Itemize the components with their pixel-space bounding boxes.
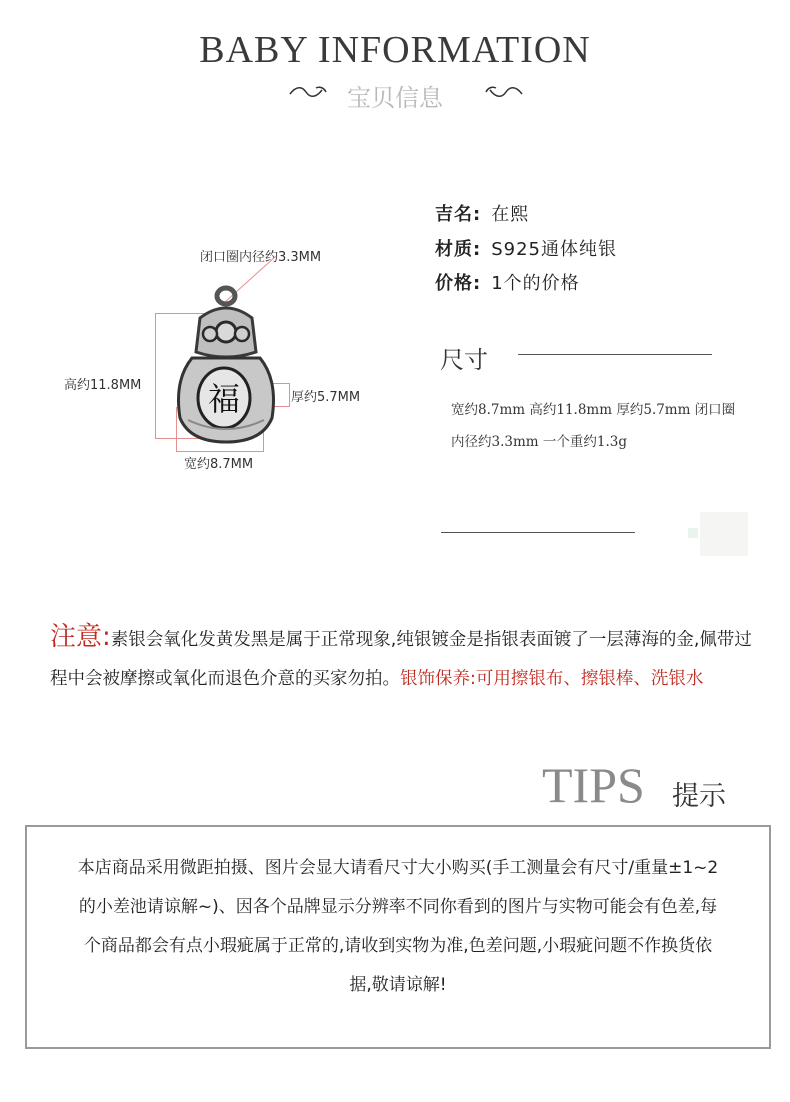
- info-value: 1个的价格: [491, 273, 580, 294]
- info-row-material: [435, 235, 617, 261]
- notice-text: 素银会氧化发黄发黑是属于正常现象,纯银镀金是指银表面镀了一层薄海的金,佩带过程中会被摩擦或氧化而退色介意的买家勿拍。: [50, 630, 752, 689]
- info-value: 在熙: [491, 204, 530, 225]
- decor-dot: [688, 528, 698, 538]
- info-bottom-divider: [441, 532, 635, 533]
- right-flourish-icon: [484, 82, 524, 102]
- care-text: 银饰保养:可用擦银布、擦银棒、洗银水: [400, 669, 704, 689]
- info-key: 吉名:: [435, 204, 482, 225]
- page-title: BABY INFORMATION: [199, 29, 591, 71]
- height-label: 高约11.8MM: [64, 378, 142, 393]
- info-key: 材质:: [435, 239, 482, 260]
- tips-text: 本店商品采用微距拍摄、图片会显大请看尺寸大小购买(手工测量会有尺寸/重量±1~2的小差池请谅解~)、因各个品牌显示分辨率不同你看到的图片与实物可能会有色差,每个商品都会有点小瑕疵属于正常的,请收到实物为准,色差问题,小瑕疵问题不作换货依据,敬请谅解!: [77, 858, 719, 995]
- charm-character: 福: [207, 380, 241, 418]
- page-subtitle: 宝贝信息: [347, 84, 443, 112]
- size-divider: [518, 354, 712, 355]
- info-value: S925通体纯银: [491, 239, 617, 260]
- size-description: 宽约8.7mm 高约11.8mm 厚约5.7mm 闭口圈内径约3.3mm 一个重约1.3g: [451, 402, 736, 450]
- tips-title: TIPS: [542, 757, 645, 813]
- width-label: 宽约8.7MM: [184, 457, 254, 472]
- info-row-price: [435, 269, 580, 295]
- decor-block: [700, 512, 748, 556]
- size-title: 尺寸: [440, 346, 488, 374]
- product-charm-image: [160, 270, 300, 460]
- info-key: 价格:: [435, 273, 482, 294]
- inner-ring-label: 闭口圈内径约3.3MM: [200, 250, 322, 265]
- notice-paragraph: [50, 618, 760, 699]
- tips-title-cn: 提示: [672, 781, 726, 812]
- notice-label: 注意:: [50, 622, 111, 652]
- thickness-label: 厚约5.7MM: [291, 390, 361, 405]
- info-row-name: [435, 200, 529, 226]
- tips-box: [25, 825, 771, 1049]
